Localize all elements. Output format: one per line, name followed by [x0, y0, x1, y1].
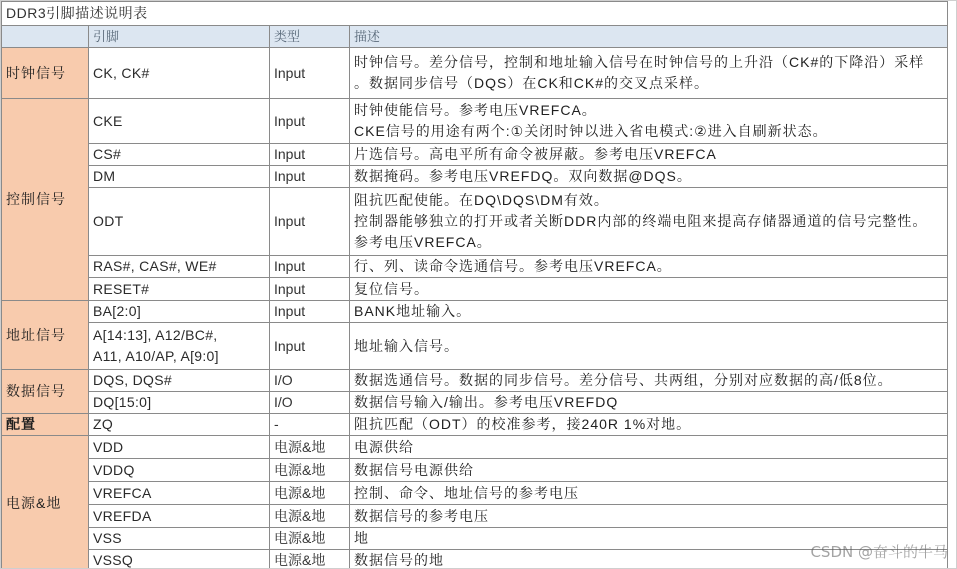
- table-row: [2, 370, 948, 392]
- desc-line: 数据选通信号。数据的同步信号。差分信号、共两组，分别对应数据的高/低8位。: [354, 372, 893, 388]
- table-row: [2, 482, 948, 505]
- header-row: [2, 26, 948, 48]
- header-desc: 描述: [350, 26, 948, 48]
- type-cell: Input: [270, 99, 350, 144]
- type-cell: Input: [270, 166, 350, 188]
- watermark-text: CSDN @奋斗的牛马: [810, 543, 948, 561]
- group-label-data: 数据信号: [2, 370, 89, 414]
- type-cell: Input: [270, 278, 350, 301]
- header-pin: 引脚: [89, 26, 270, 48]
- desc-cell: [350, 459, 948, 482]
- pin-cell: DQS, DQS#: [89, 370, 270, 392]
- table-row: [2, 301, 948, 323]
- desc-cell: [350, 505, 948, 528]
- pin-cell: VREFDA: [89, 505, 270, 528]
- desc-line: 地址输入信号。: [354, 337, 459, 354]
- desc-line: BANK地址输入。: [354, 303, 472, 319]
- pin-cell: [89, 323, 270, 370]
- desc-line: 数据信号的参考电压: [354, 507, 489, 524]
- group-label-config: 配置: [2, 414, 89, 436]
- pin-cell: VDD: [89, 436, 270, 459]
- type-cell: 电源&地: [270, 528, 350, 550]
- desc-line: 时钟信号。差分信号，控制和地址输入信号在时钟信号的上升沿（CK#的下降沿）采样: [354, 54, 925, 70]
- group-label-address: 地址信号: [2, 301, 89, 370]
- desc-line: 参考电压VREFCA。: [354, 234, 492, 250]
- pin-cell: CS#: [89, 144, 270, 166]
- pin-cell: DQ[15:0]: [89, 392, 270, 414]
- desc-cell: [350, 256, 948, 278]
- desc-line: 电源供给: [354, 438, 414, 455]
- pin-description-table: [1, 1, 948, 569]
- table-row: [2, 188, 948, 256]
- type-cell: I/O: [270, 370, 350, 392]
- table-row: [2, 505, 948, 528]
- desc-line: 。数据同步信号（DQS）在CK和CK#的交叉点采样。: [354, 75, 710, 91]
- pin-cell: ZQ: [89, 414, 270, 436]
- group-label-clock: 时钟信号: [2, 48, 89, 99]
- desc-cell: [350, 99, 948, 144]
- table-row: [2, 48, 948, 99]
- pin-line: A[14:13], A12/BC#,: [93, 327, 218, 343]
- table-row: [2, 278, 948, 301]
- pin-cell: ODT: [89, 188, 270, 256]
- table-row: [2, 436, 948, 459]
- pin-cell: BA[2:0]: [89, 301, 270, 323]
- pin-cell: VSS: [89, 528, 270, 550]
- table-row: [2, 166, 948, 188]
- pin-cell: VREFCA: [89, 482, 270, 505]
- table-row: [2, 144, 948, 166]
- desc-cell: [350, 414, 948, 436]
- type-cell: Input: [270, 323, 350, 370]
- desc-line: 行、列、读命令选通信号。参考电压VREFCA。: [354, 258, 672, 274]
- group-label-control: 控制信号: [2, 99, 89, 301]
- desc-line: 阻抗匹配使能。在DQ\DQS\DM有效。: [354, 192, 609, 208]
- desc-line: 复位信号。: [354, 280, 429, 297]
- desc-cell: [350, 144, 948, 166]
- type-cell: 电源&地: [270, 550, 350, 569]
- desc-line: 控制器能够独立的打开或者关断DDR内部的终端电阻来提高存储器通道的信号完整性。: [354, 213, 928, 229]
- pin-cell: RESET#: [89, 278, 270, 301]
- pin-cell: RAS#, CAS#, WE#: [89, 256, 270, 278]
- group-label-power: 电源&地: [2, 436, 89, 569]
- type-cell: 电源&地: [270, 436, 350, 459]
- desc-line: 地: [354, 530, 369, 546]
- desc-line: 数据信号的地: [354, 552, 444, 568]
- desc-line: 时钟使能信号。参考电压VREFCA。: [354, 102, 597, 118]
- desc-cell: [350, 278, 948, 301]
- table-row: [2, 256, 948, 278]
- desc-cell: [350, 166, 948, 188]
- desc-cell: [350, 482, 948, 505]
- type-cell: -: [270, 414, 350, 436]
- header-type: 类型: [270, 26, 350, 48]
- pin-cell: CKE: [89, 99, 270, 144]
- desc-line: CKE信号的用途有两个:①关闭时钟以进入省电模式:②进入自刷新状态。: [354, 123, 828, 139]
- type-cell: Input: [270, 301, 350, 323]
- table-title: DDR3引脚描述说明表: [2, 2, 948, 26]
- desc-line: 数据掩码。参考电压VREFDQ。双向数据@DQS。: [354, 168, 692, 184]
- pin-cell: VDDQ: [89, 459, 270, 482]
- pin-cell: VSSQ: [89, 550, 270, 569]
- table-row: [2, 392, 948, 414]
- table-row: [2, 99, 948, 144]
- desc-cell: [350, 301, 948, 323]
- title-row: [2, 2, 948, 26]
- desc-line: 控制、命令、地址信号的参考电压: [354, 484, 579, 501]
- type-cell: Input: [270, 256, 350, 278]
- header-group: [2, 26, 89, 48]
- type-cell: Input: [270, 144, 350, 166]
- desc-cell: [350, 48, 948, 99]
- type-cell: 电源&地: [270, 505, 350, 528]
- pin-cell: CK, CK#: [89, 48, 270, 99]
- desc-cell: [350, 323, 948, 370]
- type-cell: Input: [270, 48, 350, 99]
- desc-line: 数据信号输入/输出。参考电压VREFDQ: [354, 394, 619, 410]
- desc-cell: [350, 188, 948, 256]
- desc-cell: [350, 392, 948, 414]
- type-cell: 电源&地: [270, 482, 350, 505]
- desc-line: 片选信号。高电平所有命令被屏蔽。参考电压VREFCA: [354, 146, 717, 162]
- type-cell: 电源&地: [270, 459, 350, 482]
- table-row: [2, 459, 948, 482]
- desc-cell: [350, 370, 948, 392]
- table-row: [2, 323, 948, 370]
- type-cell: I/O: [270, 392, 350, 414]
- desc-cell: [350, 436, 948, 459]
- desc-line: 数据信号电源供给: [354, 461, 474, 478]
- type-cell: Input: [270, 188, 350, 256]
- table-row: [2, 550, 948, 569]
- table-row: [2, 414, 948, 436]
- desc-line: 阻抗匹配（ODT）的校准参考，接240R 1%对地。: [354, 416, 692, 432]
- table-row: [2, 528, 948, 550]
- pin-line: A11, A10/AP, A[9:0]: [93, 348, 219, 364]
- pin-cell: DM: [89, 166, 270, 188]
